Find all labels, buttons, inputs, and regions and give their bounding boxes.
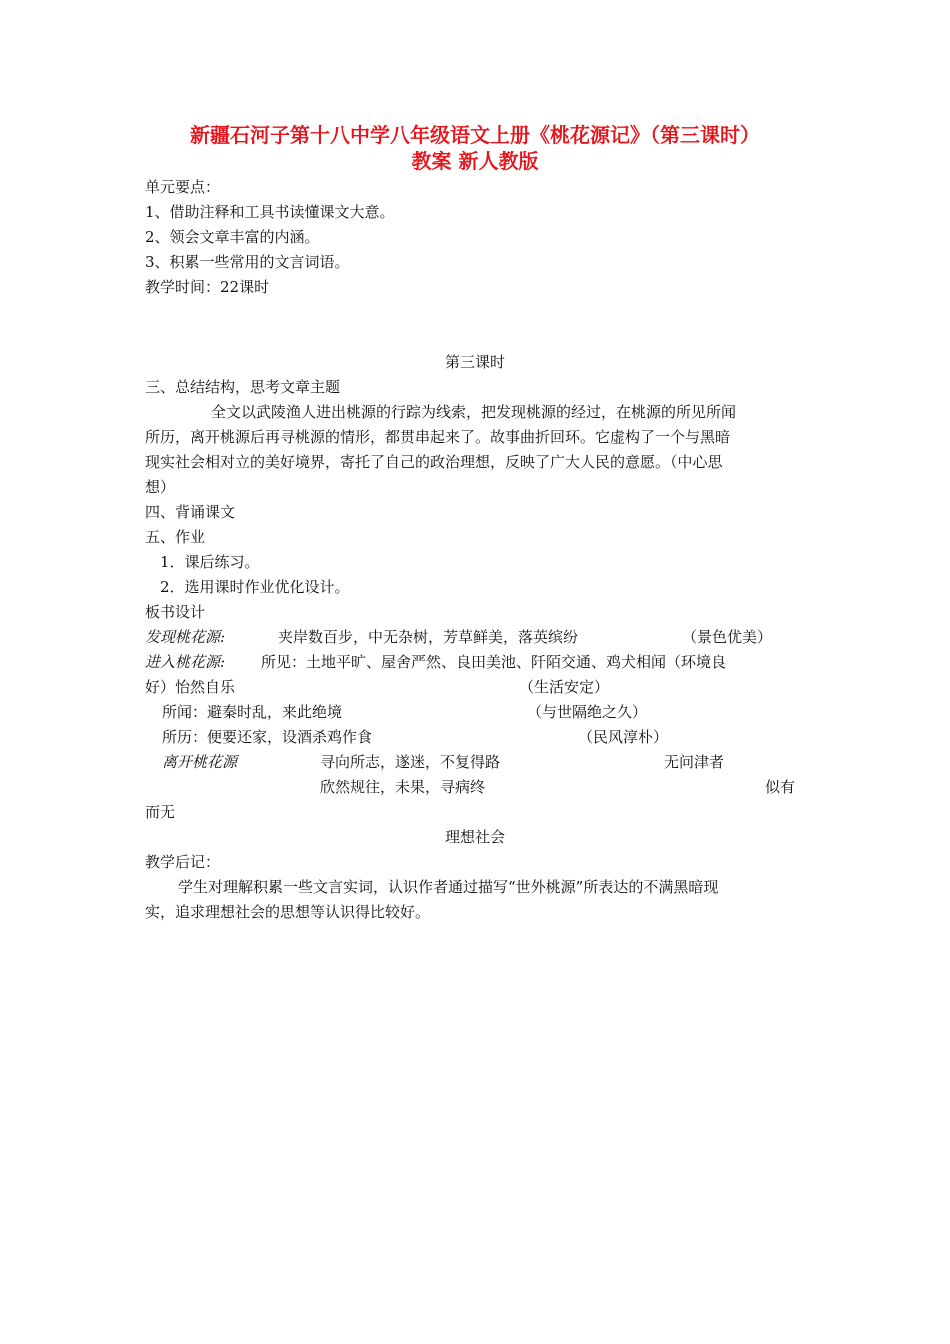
section-3-paragraph-line-2: 所历，离开桃源后再寻桃源的情形，都贯串起来了。故事曲折回环。它虚构了一个与黑暗: [145, 428, 731, 446]
section-3-paragraph-line-3: 现实社会相对立的美好境界，寄托了自己的政治理想，反映了广大人民的意愿。（中心思: [145, 453, 723, 471]
board-leave-line-2-note: 似有: [765, 778, 796, 796]
board-enter-label: [145, 652, 225, 672]
board-leave-label: 离开桃花源: [162, 753, 238, 771]
board-discover-label-text: 发现桃花源: [145, 628, 221, 646]
board-leave-line-1-text: 寻向所志，遂迷，不复得路: [320, 753, 501, 771]
document-title-line-2: 教案 新人教版: [411, 149, 539, 173]
board-discover-label: [145, 627, 225, 647]
board-center-text: 理想社会: [444, 828, 505, 846]
board-discover-note: （景色优美）: [682, 628, 773, 646]
section-5-heading: 五、作业: [145, 528, 206, 546]
unit-point-item-3: 3、积累一些常用的文言词语。: [145, 253, 350, 271]
section-3-paragraph-line-1: 全文以武陵渔人进出桃源的行踪为线索，把发现桃源的经过，在桃源的所见所闻: [211, 403, 737, 421]
board-enter-seen-text: 所见：土地平旷、屋舍严然、良田美池、阡陌交通、鸡犬相闻（环境良: [261, 653, 727, 671]
board-enter-heard-note: （与世隔绝之久）: [527, 703, 648, 721]
board-enter-heard-text: 所闻：避秦时乱，来此绝境: [162, 703, 343, 721]
board-discover-text: 夹岸数百步，中无杂树，芳草鲜美，落英缤纷: [278, 628, 579, 646]
board-enter-seen-wrap: 好）怡然自乐: [145, 678, 236, 696]
board-leave-line-1-note: 无问津者: [664, 753, 725, 771]
board-enter-experienced-note: （民风淳朴）: [578, 728, 669, 746]
afterword-line-1: 学生对理解积累一些文言实词，认识作者通过描写“世外桃源”所表达的不满黑暗现: [178, 878, 719, 896]
homework-item-1: 1．课后练习。: [160, 553, 260, 571]
unit-point-item-2: 2、领会文章丰富的内涵。: [145, 228, 320, 246]
board-design-heading: 板书设计: [145, 603, 206, 621]
afterword-line-2: 实，追求理想社会的思想等认识得比较好。: [145, 903, 431, 921]
board-enter-label-text: 进入桃花源: [145, 653, 221, 671]
teaching-time: 教学时间：22课时: [145, 278, 270, 296]
board-enter-seen-note: （生活安定）: [519, 678, 610, 696]
section-3-paragraph-line-4: 想）: [145, 478, 176, 496]
board-leave-line-2-text: 欣然规往，未果，寻病终: [320, 778, 486, 796]
board-discover-colon: :: [220, 628, 226, 646]
section-3-heading: 三、总结结构，思考文章主题: [145, 378, 341, 396]
board-enter-experienced-text: 所历：便要还家，设酒杀鸡作食: [162, 728, 373, 746]
section-4-heading: 四、背诵课文: [145, 503, 236, 521]
lesson-heading: 第三课时: [444, 353, 505, 371]
homework-item-2: 2．选用课时作业优化设计。: [160, 578, 350, 596]
board-enter-colon: :: [220, 653, 226, 671]
unit-points-heading: 单元要点：: [145, 178, 221, 196]
afterword-heading: 教学后记：: [145, 853, 221, 871]
unit-point-item-1: 1、借助注释和工具书读懂课文大意。: [145, 203, 395, 221]
document-title-line-1: 新疆石河子第十八中学八年级语文上册《桃花源记》（第三课时）: [190, 123, 760, 147]
board-leave-line-2-wrap: 而无: [145, 803, 176, 821]
